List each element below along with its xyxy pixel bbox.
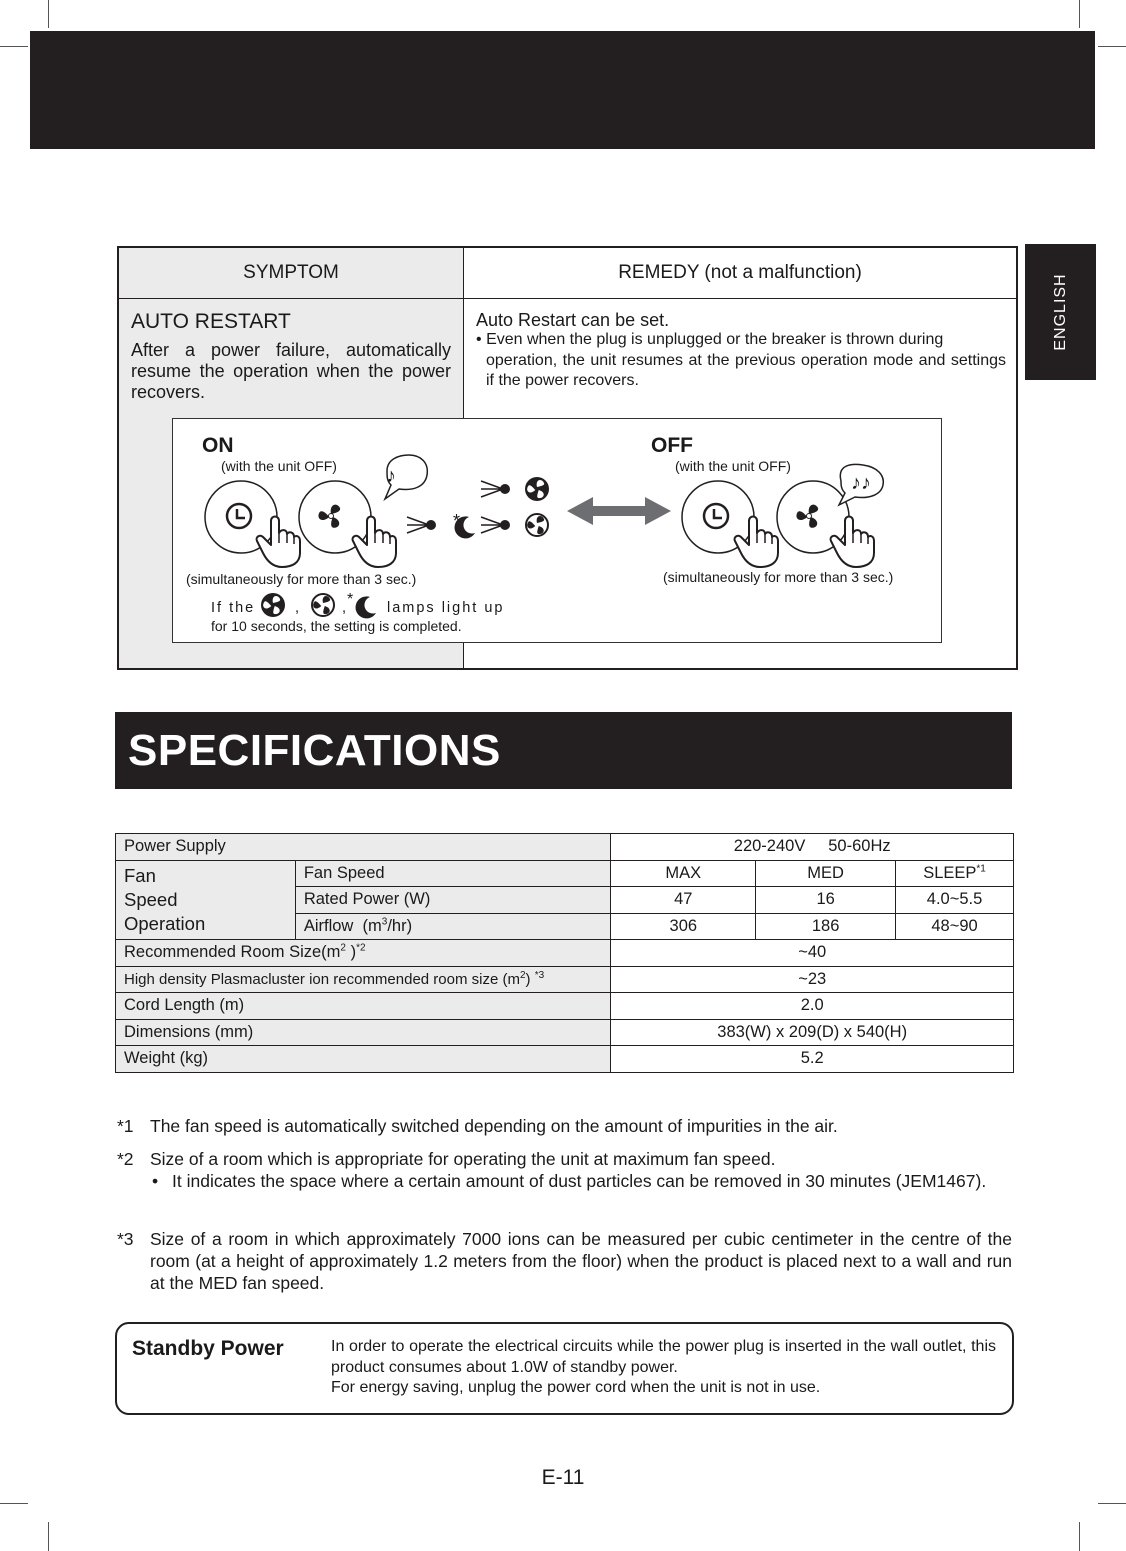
specifications-table [115, 833, 1014, 1073]
group-line-2: Speed [124, 888, 178, 910]
remedy-header: REMEDY (not a malfunction) [464, 248, 1016, 299]
symptom-title: AUTO RESTART [131, 310, 291, 333]
light-rays [407, 517, 429, 533]
rated-power-med: 16 [756, 887, 896, 914]
fan-max-icon [525, 477, 549, 501]
sleep-footnote-ref: *1 [976, 863, 986, 875]
page-number: E-11 [541, 1466, 585, 1489]
moon-icon [356, 596, 376, 618]
star-mark: * [453, 511, 461, 531]
on-label: ON [202, 434, 234, 457]
footnote-2-sub [150, 1170, 1012, 1192]
footnote-3 [117, 1228, 1012, 1294]
light-rays [481, 517, 503, 533]
speed-sleep [896, 860, 1014, 887]
power-supply-label: Power Supply [116, 834, 611, 861]
table-row [116, 993, 1014, 1020]
standby-title: Standby Power [132, 1337, 284, 1360]
fan-med-icon [526, 514, 548, 536]
room-size-footnote-ref: *2 [356, 942, 366, 954]
airflow-sleep: 48~90 [896, 913, 1014, 940]
rated-power-max: 47 [611, 887, 756, 914]
room-size-value: ~40 [611, 940, 1014, 967]
table-row [116, 1019, 1014, 1046]
plasma-sup: 2 [519, 969, 526, 981]
room-size-text: Recommended Room Size(m [124, 943, 341, 962]
remedy-title: Auto Restart can be set. [476, 310, 670, 330]
airflow-max: 306 [611, 913, 756, 940]
footnote-2-mark: *2 [117, 1149, 134, 1169]
airflow-med: 186 [756, 913, 896, 940]
clock-icon [704, 504, 728, 528]
rated-power-sleep: 4.0~5.5 [896, 887, 1014, 914]
lamp-icon [500, 520, 510, 530]
auto-restart-diagram [172, 418, 942, 643]
note-comma-1: , [295, 600, 300, 616]
fan-max-icon [261, 593, 285, 617]
lamp-icon [426, 520, 436, 530]
plasmacluster-room-value: ~23 [611, 966, 1014, 993]
header-bar [30, 31, 1095, 149]
note-completed: for 10 seconds, the setting is completed. [211, 618, 462, 634]
footnote-1-mark: *1 [117, 1116, 134, 1136]
room-size-sup: 2 [340, 942, 346, 954]
footnote-3-text: Size of a room in which approximately 7000 ions can be measured per cubic centimeter in the centre of the room (at a height of approximately 1.2 meters from the floor) when the product is placed next to a wall and run at the MED fan speed. [150, 1229, 1012, 1293]
specifications-title: SPECIFICATIONS [128, 726, 501, 775]
table-row [116, 1046, 1014, 1073]
table-row [116, 940, 1014, 967]
fan-speed-label: Fan Speed [295, 860, 611, 887]
language-tab-label: ENGLISH [1051, 273, 1069, 351]
footnote-1 [117, 1115, 1012, 1137]
cord-length-label: Cord Length (m) [116, 993, 611, 1020]
note-star: * [347, 591, 354, 608]
group-line-3: Operation [124, 912, 206, 934]
fan-med-icon [312, 594, 334, 616]
plasma-text: High density Plasmacluster ion recommended room size (m [124, 970, 520, 988]
airflow-sup: 3 [381, 916, 388, 928]
weight-label: Weight (kg) [116, 1046, 611, 1073]
standby-line-2: For energy saving, unplug the power cord when the unit is not in use. [331, 1379, 821, 1396]
power-supply-value: 220-240V 50-60Hz [611, 834, 1014, 861]
cord-length-value: 2.0 [611, 993, 1014, 1020]
hold-instruction-off: (simultaneously for more than 3 sec.) [663, 569, 894, 585]
table-row [116, 860, 1014, 887]
airflow-label-unit: /hr) [387, 916, 413, 935]
remedy-line-1: Even when the plug is unplugged or the breaker is thrown during [486, 331, 944, 348]
hold-instruction-on: (simultaneously for more than 3 sec.) [186, 571, 417, 587]
rated-power-label: Rated Power (W) [295, 887, 611, 914]
plasma-close: ) [525, 970, 535, 988]
diagram-graphics [173, 419, 943, 644]
standby-text [331, 1337, 996, 1399]
off-label: OFF [651, 434, 693, 457]
airflow-label [295, 913, 611, 940]
weight-value: 5.2 [611, 1046, 1014, 1073]
footnote-1-text: The fan speed is automatically switched depending on the amount of impurities in the air. [150, 1116, 838, 1136]
footnote-3-mark: *3 [117, 1229, 134, 1249]
specifications-header [115, 712, 1012, 789]
standby-power-box [115, 1322, 1014, 1415]
footnote-2-subtext: It indicates the space where a certain amount of dust particles can be removed in 30 minutes (JEM1467). [172, 1171, 987, 1191]
standby-line-1: In order to operate the electrical circuits while the power plug is inserted in the wall outlet, this product consumes about 1.0W of standby power. [331, 1338, 996, 1376]
speed-sleep-label: SLEEP [923, 863, 977, 882]
room-size-close: ) [345, 943, 357, 962]
note-if-the: If the [211, 600, 256, 616]
on-subtitle: (with the unit OFF) [221, 458, 337, 474]
footnote-2-text: Size of a room which is appropriate for operating the unit at maximum fan speed. [150, 1149, 776, 1169]
symptom-description: After a power failure, automatically resume the operation when the power recovers. [131, 340, 451, 402]
plasma-footnote-ref: *3 [534, 969, 545, 981]
note-comma-2: , [342, 600, 347, 616]
dimensions-value: 383(W) x 209(D) x 540(H) [611, 1019, 1014, 1046]
airflow-label-text: Airflow (m [303, 916, 382, 935]
speed-max: MAX [611, 860, 756, 887]
off-subtitle: (with the unit OFF) [675, 458, 791, 474]
note-lamps-light-up: lamps light up [387, 600, 505, 616]
double-arrow-icon [567, 497, 671, 525]
table-row [116, 834, 1014, 861]
language-tab[interactable] [1025, 244, 1096, 380]
fan-speed-operation-label [116, 860, 296, 940]
room-size-label [116, 940, 611, 967]
remedy-line-rest: operation, the unit resumes at the previous operation mode and settings if the power recovers. [486, 351, 1006, 389]
note-double: ♪♪ [851, 472, 871, 494]
speed-med: MED [756, 860, 896, 887]
dimensions-label: Dimensions (mm) [116, 1019, 611, 1046]
table-row [116, 966, 1014, 993]
footnote-2 [117, 1148, 1012, 1192]
plasmacluster-room-label [116, 966, 611, 993]
group-line-1: Fan [124, 864, 156, 886]
lamp-icon [500, 484, 510, 494]
footnote-2-bullet: • [152, 1171, 159, 1191]
symptom-header: SYMPTOM [119, 248, 464, 299]
remedy-bullet: • [476, 331, 482, 348]
note-single: ♪ [386, 465, 396, 487]
clock-icon [227, 504, 251, 528]
light-rays [481, 481, 503, 497]
remedy-description [476, 330, 1006, 392]
